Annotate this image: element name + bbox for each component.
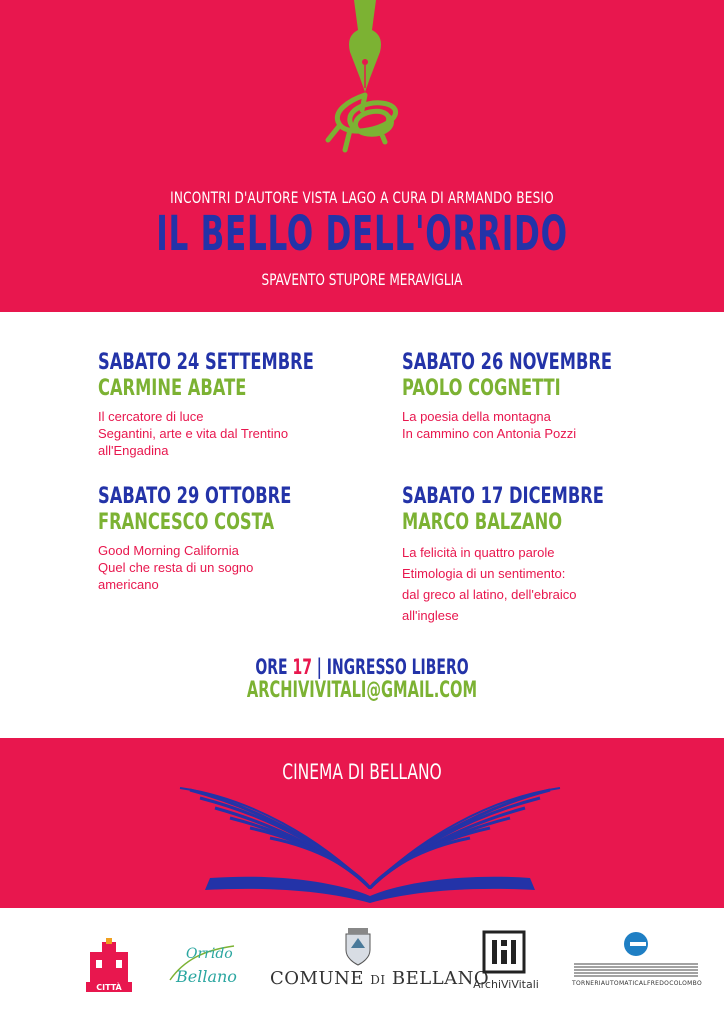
venue-band bbox=[0, 738, 724, 908]
header-band bbox=[0, 0, 724, 312]
event-date: SABATO 26 NOVEMBRE bbox=[402, 350, 613, 375]
crest-icon bbox=[342, 926, 374, 966]
archivi-icon bbox=[482, 930, 526, 974]
contact-email[interactable]: ARCHIVIVITALI@GMAIL.COM bbox=[246, 678, 478, 703]
archivivitali-logo bbox=[470, 930, 550, 996]
event-card bbox=[98, 484, 378, 593]
orrido-logo bbox=[164, 940, 240, 992]
open-book-icon bbox=[170, 778, 570, 903]
event-author: MARCO BALZANO bbox=[402, 510, 563, 535]
event-card bbox=[98, 350, 378, 459]
comune-place: BELLANO bbox=[391, 968, 490, 989]
event-line: dal greco al latino, dell'ebraico bbox=[402, 587, 577, 602]
event-card bbox=[402, 350, 682, 442]
page-title: IL BELLO DELL'ORRIDO bbox=[156, 206, 568, 262]
comune-di: DI bbox=[370, 973, 386, 987]
event-date: SABATO 29 OTTOBRE bbox=[98, 484, 292, 509]
torneria-name: TORNERIAUTOMATICALFREDOCOLOMBO bbox=[572, 980, 702, 987]
event-line: Etimologia di un sentimento: bbox=[402, 566, 566, 581]
torneria-logo bbox=[572, 930, 700, 996]
sponsor-logos bbox=[0, 908, 724, 1024]
event-line: Quel che resta di un sogno bbox=[98, 560, 254, 575]
event-card bbox=[402, 484, 682, 626]
fountain-pen-icon bbox=[310, 0, 420, 175]
tagline: SPAVENTO STUPORE MERAVIGLIA bbox=[261, 270, 463, 289]
comune-logo bbox=[270, 926, 490, 996]
archivi-name: ArchiViVitali bbox=[473, 978, 539, 991]
event-author: PAOLO COGNETTI bbox=[402, 376, 561, 401]
entry-label: INGRESSO LIBERO bbox=[326, 655, 469, 679]
orrido-text-1: Orrido bbox=[186, 946, 233, 962]
event-author: FRANCESCO COSTA bbox=[98, 510, 275, 535]
time-entry-info bbox=[94, 655, 630, 679]
event-line: all'inglese bbox=[402, 608, 459, 623]
event-author: CARMINE ABATE bbox=[98, 376, 247, 401]
event-line: La felicità in quattro parole bbox=[402, 545, 555, 560]
event-line: americano bbox=[98, 577, 159, 592]
comune-main: COMUNE bbox=[270, 968, 365, 989]
separator: | bbox=[316, 655, 322, 679]
event-date: SABATO 24 SETTEMBRE bbox=[98, 350, 314, 375]
event-line: In cammino con Antonia Pozzi bbox=[402, 426, 577, 441]
time-value: 17 bbox=[292, 655, 312, 679]
series-subtitle: INCONTRI D'AUTORE VISTA LAGO A CURA DI ARMANDO BESIO bbox=[170, 188, 554, 207]
citta-text: CITTÀ bbox=[96, 983, 122, 992]
event-line: all'Engadina bbox=[98, 443, 169, 458]
event-line: Segantini, arte e vita dal Trentino bbox=[98, 426, 289, 441]
citta-logo bbox=[86, 938, 132, 992]
venue-name: CINEMA DI BELLANO bbox=[282, 760, 442, 784]
event-line: Il cercatore di luce bbox=[98, 409, 204, 424]
time-label: ORE bbox=[255, 655, 288, 679]
event-line: Good Morning California bbox=[98, 543, 239, 558]
orrido-text-2: Bellano bbox=[176, 967, 237, 986]
event-date: SABATO 17 DICEMBRE bbox=[402, 484, 604, 509]
torneria-icon bbox=[572, 930, 700, 980]
event-line: La poesia della montagna bbox=[402, 409, 551, 424]
